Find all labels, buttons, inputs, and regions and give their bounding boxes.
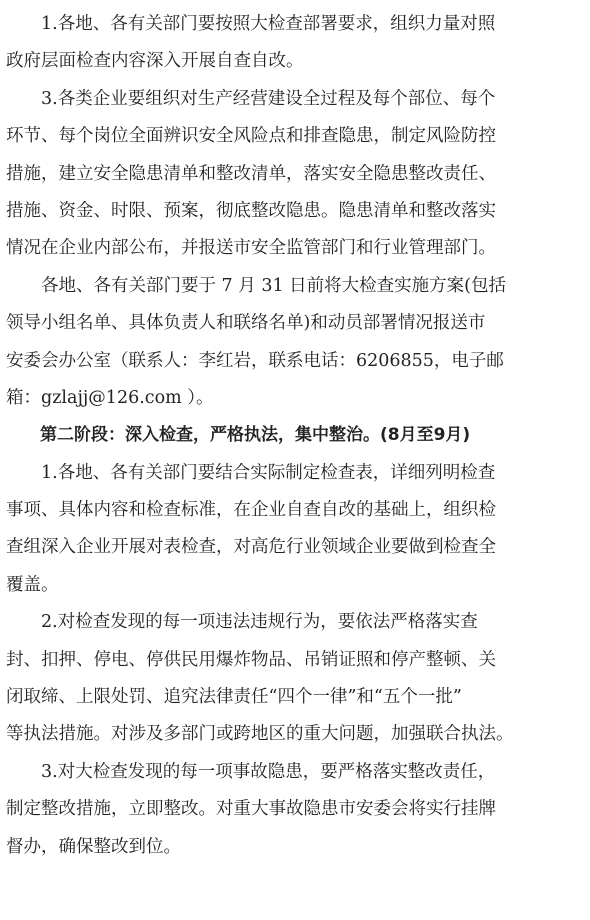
text-line: 查组深入企业开展对表检查，对高危行业领域企业要做到检查全 <box>6 537 496 558</box>
text-line: 领导小组名单、具体负责人和联络名单)和动员部署情况报送市 <box>6 313 486 334</box>
text-line: 督办，确保整改到位。 <box>6 836 181 857</box>
text-line: 安委会办公室（联系人：李红岩，联系电话：6206855，电子邮 <box>6 350 504 371</box>
text-line: 等执法措施。对涉及多部门或跨地区的重大问题，加强联合执法。 <box>6 724 514 745</box>
text-line: 箱：gzlajj@126.com ）。 <box>6 387 214 408</box>
text-line: 封、扣押、停电、停供民用爆炸物品、吊销证照和停产整顿、关 <box>6 649 496 670</box>
text-line: 政府层面检查内容深入开展自查自改。 <box>6 51 304 72</box>
section-heading: 第二阶段：深入检查，严格执法，集中整治。(8月至9月) <box>6 425 471 446</box>
text-line: 事项、具体内容和检查标准，在企业自查自改的基础上，组织检 <box>6 500 496 521</box>
text-line: 2.对检查发现的每一项违法违规行为，要依法严格落实查 <box>6 612 478 633</box>
document-body <box>6 6 588 866</box>
text-line: 1.各地、各有关部门要结合实际制定检查表，详细列明检查 <box>6 462 496 483</box>
text-line: 1.各地、各有关部门要按照大检查部署要求，组织力量对照 <box>6 14 496 34</box>
text-line: 措施、资金、时限、预案，彻底整改隐患。隐患清单和整改落实 <box>6 200 496 221</box>
text-line: 3.对大检查发现的每一项事故隐患，要严格落实整改责任， <box>6 761 496 782</box>
text-line: 3.各类企业要组织对生产经营建设全过程及每个部位、每个 <box>6 88 496 109</box>
text-line: 措施，建立安全隐患清单和整改清单，落实安全隐患整改责任、 <box>6 163 496 184</box>
text-line: 覆盖。 <box>6 574 59 595</box>
text-line: 环节、每个岗位全面辨识安全风险点和排查隐患，制定风险防控 <box>6 126 496 147</box>
text-line: 制定整改措施，立即整改。对重大事故隐患市安委会将实行挂牌 <box>6 799 496 820</box>
text-line: 闭取缔、上限处罚、追究法律责任“四个一律”和“五个一批” <box>6 687 462 708</box>
text-line: 各地、各有关部门要于 7 月 31 日前将大检查实施方案(包括 <box>6 275 506 296</box>
text-line: 情况在企业内部公布，并报送市安全监管部门和行业管理部门。 <box>6 238 496 259</box>
